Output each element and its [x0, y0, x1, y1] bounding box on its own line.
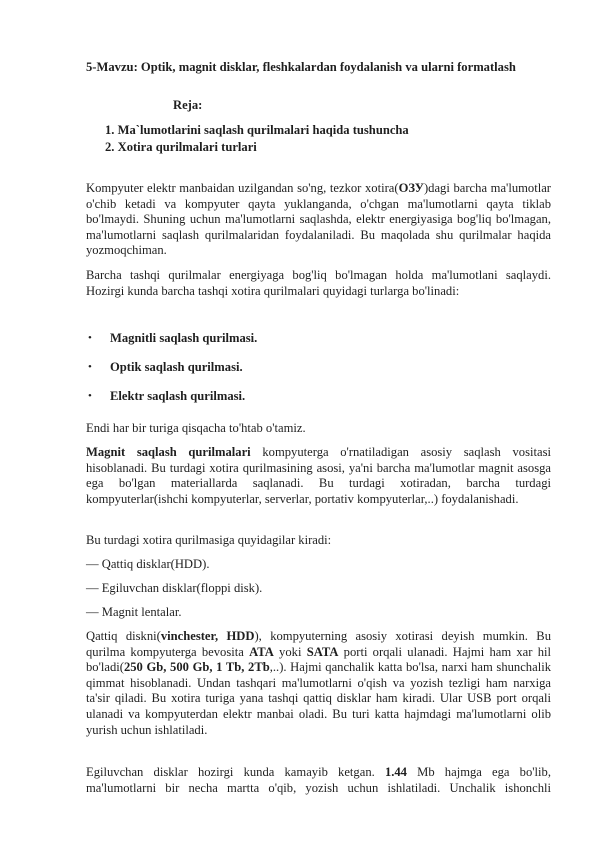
- text-run: ,..). Hajmi qanchalik katta bo'lsa, narxi ham shunchalik qimmat hisoblanadi. Undan tashqari ma'lumotlarni o'qish va yozish tezligi ham narxiga ta'sir qiladi. Bu xotira turiga yana tashqi qattiq disklar ham kiradi. Ular USB port orqali ulanadi va kompyuterdan elektr manbai oladi. Bu turi katta hajmdagi ma'lumotlarni olib yurish uchun ishlatiladi.: [86, 660, 551, 737]
- text-run: )dagi barcha ma'lumotlar o'chib ketadi va kompyuter qayta yuklanganda, o'chgan ma'lumotlarni qayta tiklab bo'lmaydi. Shuning uchun ma'lumotlarni saqlashda, elektr energiyasiga bog'liq bo'lmagan, ma'lumotlarni saqlash qurilmalaridan foydalaniladi. Bu maqolada shu qurilmalar haqida yozmoqchiman.: [86, 181, 551, 258]
- paragraph-list-intro: Bu turdagi xotira qurilmasiga quyidagilar kiradi:: [86, 533, 332, 547]
- text-run: porti orqali ulanadi. Hajmi ham xar hil bo'ladi(: [86, 644, 552, 675]
- text-run-bold: ATA: [249, 644, 274, 659]
- text-run-bold: vinchester, HDD: [160, 629, 255, 643]
- text-run-bold: 250 Gb, 500 Gb, 1 Tb, 2Tb: [123, 660, 270, 675]
- paragraph-transition: Endi har bir turiga qisqacha to'htab o'tamiz.: [86, 421, 306, 435]
- paragraph-magnetic: [86, 445, 551, 507]
- text-run: Kompyuter elektr manbaidan uzilgandan so'ng, tezkor xotira(: [86, 181, 399, 195]
- bullet-item: Magnitli saqlash qurilmasi.: [110, 331, 258, 345]
- paragraph-intro: [86, 181, 551, 259]
- text-run-bold: Magnit saqlash qurilmalari: [86, 445, 251, 459]
- bullet-marker: •: [88, 390, 92, 402]
- text-run: ), kompyuterning asosiy xotirasi deyish mumkin. Bu qurilma kompyuterga bevosita: [86, 629, 551, 659]
- text-run-bold: 1.44: [384, 765, 407, 779]
- text-run: yoki: [273, 644, 307, 659]
- text-run-bold: ОЗУ: [398, 181, 424, 195]
- paragraph-storage-types: Barcha tashqi qurilmalar energiyaga bog'liq bo'lmagan holda ma'lumotlani saqlaydi. Hozirgi kunda barcha tashqi xotira qurilmalari quyidagi turlarga bo'linadi:: [86, 268, 551, 298]
- bullet-item: Elektr saqlash qurilmasi.: [110, 389, 246, 403]
- plan-heading: Reja:: [173, 98, 203, 112]
- paragraph-floppy: [86, 765, 551, 796]
- bullet-item: Optik saqlash qurilmasi.: [110, 360, 243, 374]
- plan-item: 1. Ma`lumotlarini saqlash qurilmalari haqida tushuncha: [105, 123, 409, 137]
- text-run: Mb hajmga ega bo'lib, ma'lumotlarni bir necha martta o'qib, yozish uchun ishlatiladi. Unchalik ishonchli: [86, 765, 551, 795]
- paragraph-hdd: [86, 629, 551, 738]
- text-run: kompyuterga o'rnatiladigan asosiy saqlash vositasi hisoblanadi. Bu turdagi xotira qurilmasining asosi, ya'ni barcha ma'lumotlar magnit asosga ega bo'lgan materiallarda saqlanadi. Bu turdagi xotiradan, barcha turdagi kompyuterlar(ishchi kompyuterlar, serverlar, portativ kompyuterlar,..) foydalanishadi.: [86, 445, 551, 506]
- plan-item: 2. Xotira qurilmalari turlari: [105, 140, 257, 154]
- document-title: 5-Mavzu: Optik, magnit disklar, fleshkalardan foydalanish va ularni formatlash: [86, 60, 516, 74]
- text-run: Qattiq diskni(: [86, 629, 161, 643]
- bullet-marker: •: [88, 361, 92, 373]
- text-run-bold: SATA: [306, 644, 339, 659]
- bullet-marker: •: [88, 332, 92, 344]
- dash-item: — Magnit lentalar.: [86, 605, 182, 619]
- text-run: Egiluvchan disklar hozirgi kunda kamayib ketgan.: [86, 765, 385, 779]
- dash-item: — Qattiq disklar(HDD).: [86, 557, 210, 571]
- dash-item: — Egiluvchan disklar(floppi disk).: [86, 581, 263, 595]
